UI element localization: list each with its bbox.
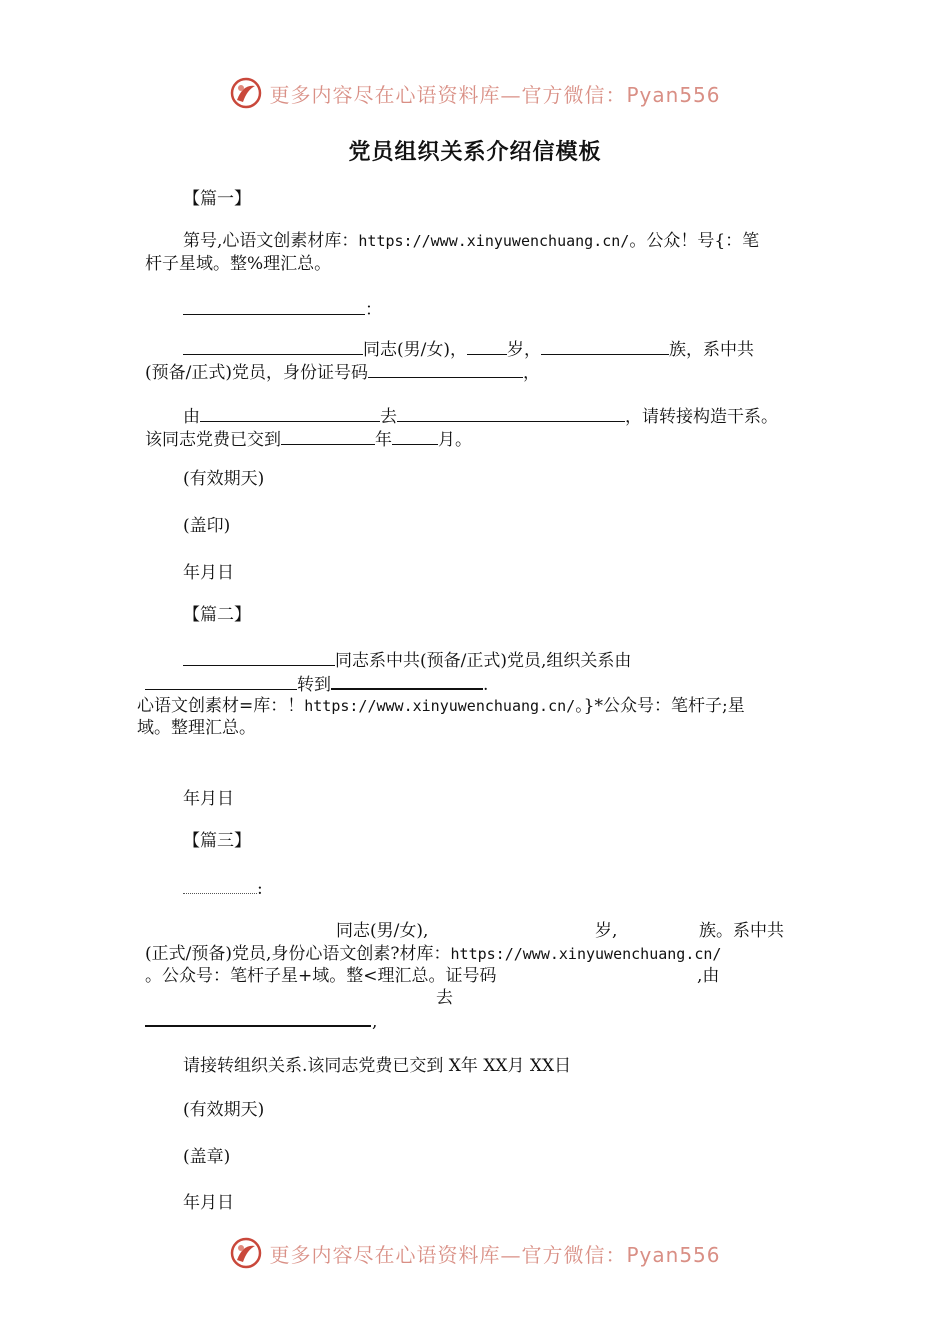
p3-ethnic: 族。系中共 <box>699 921 784 941</box>
p3-line3-a: 。公众号：笔杆子星+域。整<理汇总。证号码 <box>145 966 497 986</box>
p3-fee-line: 请接转组织关系.该同志党费已交到 X年 XX月 XX日 <box>183 1056 572 1076</box>
p3-age: 岁, <box>595 921 618 941</box>
p3-to: 去 <box>436 988 453 1008</box>
p1-validity: (有效期天) <box>183 469 265 489</box>
p2-line4: 域。整理汇总。 <box>137 718 256 738</box>
p1-seal: (盖印) <box>183 516 231 536</box>
p3-comrade: 同志(男/女), <box>336 921 429 941</box>
header-watermark <box>0 73 950 113</box>
p1-fee-line: 该同志党费已交到 年 月。 <box>145 426 472 451</box>
p1-addressee-line: ： <box>183 296 382 321</box>
p1-intro-line1: 第号,心语文创素材库：https://www.xinyuwenchuang.cn/。公众！号{：笔 <box>183 231 760 251</box>
p1-date: 年月日 <box>183 563 234 583</box>
brand-logo-icon <box>229 76 263 110</box>
p1-intro-line2: 杆子星域。整%理汇总。 <box>145 254 332 274</box>
p3-line3-b: ,由 <box>697 966 720 986</box>
p1-member-line: (预备/正式)党员，身份证号码 ， <box>145 359 540 384</box>
p2-date: 年月日 <box>183 789 234 809</box>
section-heading-3: 【篇三】 <box>183 831 251 851</box>
p3-addressee-line: : <box>183 875 263 900</box>
section-heading-1: 【篇一】 <box>183 189 251 209</box>
p3-validity: (有效期天) <box>183 1100 265 1120</box>
p1-transfer-line: 由 去 ，请转接构造干系。 <box>183 403 778 428</box>
p3-date: 年月日 <box>183 1193 234 1213</box>
p2-line3: 心语文创素材=库：！https://www.xinyuwenchuang.cn/。}*公众号：笔杆子;星 <box>137 696 745 716</box>
p3-line2: (正式/预备)党员,身份心语文创素?材库：https://www.xinyuwenchuang.cn/ <box>145 944 722 964</box>
p2-line2: 转到 . <box>145 670 488 696</box>
p3-seal: (盖章) <box>183 1147 231 1167</box>
p3-comma: , <box>372 1012 378 1032</box>
page-title: 党员组织关系介绍信模板 <box>348 140 602 165</box>
section-heading-2: 【篇二】 <box>183 605 251 625</box>
p3-blank-rule <box>145 1025 371 1027</box>
watermark-text: 更多内容尽在心语资料库—官方微信：Pyan556 <box>269 1242 721 1267</box>
watermark-text: 更多内容尽在心语资料库—官方微信：Pyan556 <box>269 82 721 107</box>
brand-logo-icon <box>229 1236 263 1270</box>
p2-line1: 同志系中共(预备/正式)党员,组织关系由 <box>183 647 631 672</box>
p1-comrade-line: 同志(男/女)， 岁， 族，系中共 <box>183 336 754 361</box>
footer-watermark <box>0 1233 950 1273</box>
